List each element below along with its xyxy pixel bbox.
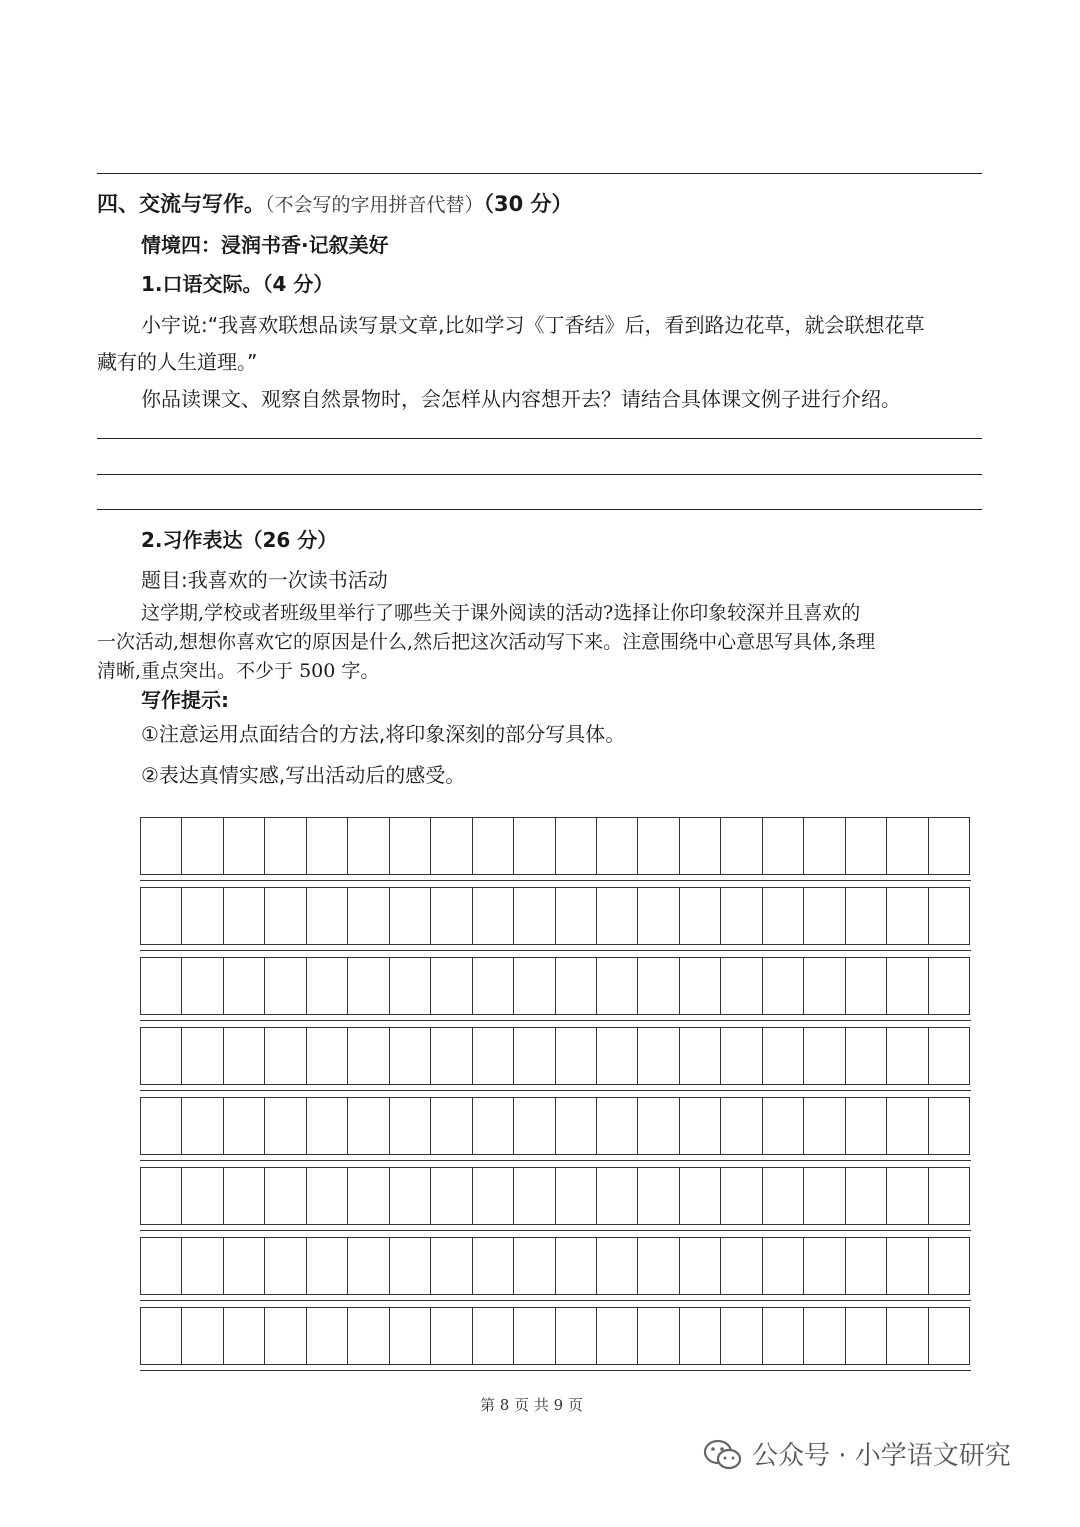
grid-cell[interactable] xyxy=(265,1098,306,1154)
grid-cell[interactable] xyxy=(887,958,928,1014)
grid-cell[interactable] xyxy=(473,1308,514,1364)
grid-cell[interactable] xyxy=(556,958,597,1014)
grid-cell[interactable] xyxy=(804,888,845,944)
grid-cell[interactable] xyxy=(556,1098,597,1154)
grid-cell[interactable] xyxy=(929,1308,969,1364)
grid-cell[interactable] xyxy=(141,818,182,874)
grid-cell[interactable] xyxy=(804,1238,845,1294)
grid-cell[interactable] xyxy=(473,1028,514,1084)
answer-line-2[interactable] xyxy=(97,474,982,475)
grid-cell[interactable] xyxy=(929,1028,969,1084)
grid-cell[interactable] xyxy=(182,1028,223,1084)
grid-cell[interactable] xyxy=(182,888,223,944)
grid-cell[interactable] xyxy=(763,888,804,944)
grid-cell[interactable] xyxy=(514,888,555,944)
grid-cell[interactable] xyxy=(182,1168,223,1224)
answer-line-1[interactable] xyxy=(97,438,982,439)
grid-cell[interactable] xyxy=(638,958,679,1014)
grid-cell[interactable] xyxy=(141,888,182,944)
grid-cell[interactable] xyxy=(307,1238,348,1294)
grid-cell[interactable] xyxy=(431,1168,472,1224)
grid-cell[interactable] xyxy=(597,1308,638,1364)
grid-cell[interactable] xyxy=(348,1168,389,1224)
top-divider xyxy=(97,173,982,174)
grid-cell[interactable] xyxy=(638,1098,679,1154)
grid-cell[interactable] xyxy=(638,1028,679,1084)
grid-cell[interactable] xyxy=(473,958,514,1014)
grid-cell[interactable] xyxy=(887,1168,928,1224)
grid-cell[interactable] xyxy=(141,1098,182,1154)
grid-cell[interactable] xyxy=(887,1308,928,1364)
grid-cell[interactable] xyxy=(348,888,389,944)
grid-cell[interactable] xyxy=(846,1308,887,1364)
grid-cell[interactable] xyxy=(473,1238,514,1294)
grid-cell[interactable] xyxy=(597,1168,638,1224)
grid-cell[interactable] xyxy=(887,1028,928,1084)
q2-para-line2: 一次活动,想想你喜欢它的原因是什么,然后把这次活动写下来。注意围绕中心意思写具体,条理 xyxy=(97,631,876,653)
grid-cell[interactable] xyxy=(929,1168,969,1224)
grid-cell[interactable] xyxy=(224,1308,265,1364)
grid-cell[interactable] xyxy=(638,1168,679,1224)
grid-cell[interactable] xyxy=(307,1098,348,1154)
grid-cell[interactable] xyxy=(265,888,306,944)
grid-row xyxy=(140,1237,970,1295)
grid-cell[interactable] xyxy=(390,818,431,874)
grid-cell[interactable] xyxy=(763,1098,804,1154)
grid-cell[interactable] xyxy=(929,818,969,874)
grid-cell[interactable] xyxy=(929,1238,969,1294)
scenario-title: 情境四：浸润书香·记叙美好 xyxy=(141,233,389,257)
grid-cell[interactable] xyxy=(887,818,928,874)
grid-cell[interactable] xyxy=(846,958,887,1014)
grid-row xyxy=(140,1167,970,1225)
grid-cell[interactable] xyxy=(929,958,969,1014)
grid-cell[interactable] xyxy=(265,958,306,1014)
section-title: 四、交流与写作。 xyxy=(97,192,265,216)
grid-cell[interactable] xyxy=(473,1098,514,1154)
writing-tip-1: ①注意运用点面结合的方法,将印象深刻的部分写具体。 xyxy=(141,722,626,746)
grid-cell[interactable] xyxy=(680,958,721,1014)
grid-cell[interactable] xyxy=(804,958,845,1014)
grid-cell[interactable] xyxy=(431,1238,472,1294)
grid-cell[interactable] xyxy=(721,888,762,944)
grid-cell[interactable] xyxy=(265,1028,306,1084)
grid-cell[interactable] xyxy=(597,1028,638,1084)
grid-cell[interactable] xyxy=(431,818,472,874)
grid-cell[interactable] xyxy=(597,818,638,874)
grid-cell[interactable] xyxy=(721,958,762,1014)
section-score: （30 分） xyxy=(483,192,573,216)
grid-cell[interactable] xyxy=(721,1308,762,1364)
grid-cell[interactable] xyxy=(846,1028,887,1084)
grid-cell[interactable] xyxy=(307,818,348,874)
grid-cell[interactable] xyxy=(182,958,223,1014)
grid-cell[interactable] xyxy=(514,1028,555,1084)
grid-cell[interactable] xyxy=(638,1308,679,1364)
grid-cell[interactable] xyxy=(846,1098,887,1154)
grid-cell[interactable] xyxy=(224,1028,265,1084)
grid-cell[interactable] xyxy=(846,818,887,874)
page-number: 第 8 页 共 9 页 xyxy=(480,1396,583,1414)
grid-cell[interactable] xyxy=(514,1168,555,1224)
grid-cell[interactable] xyxy=(597,958,638,1014)
grid-cell[interactable] xyxy=(141,1238,182,1294)
grid-cell[interactable] xyxy=(348,1238,389,1294)
grid-cell[interactable] xyxy=(763,1028,804,1084)
grid-cell[interactable] xyxy=(307,1168,348,1224)
grid-cell[interactable] xyxy=(556,888,597,944)
grid-cell[interactable] xyxy=(721,1238,762,1294)
grid-cell[interactable] xyxy=(556,1168,597,1224)
grid-cell[interactable] xyxy=(390,958,431,1014)
grid-row xyxy=(140,957,970,1015)
grid-cell[interactable] xyxy=(390,888,431,944)
grid-cell[interactable] xyxy=(846,888,887,944)
grid-cell[interactable] xyxy=(224,1168,265,1224)
grid-cell[interactable] xyxy=(763,958,804,1014)
q2-para-line3: 清晰,重点突出。不少于 500 字。 xyxy=(97,660,380,682)
grid-cell[interactable] xyxy=(556,1028,597,1084)
watermark-text: 公众号 · 小学语文研究 xyxy=(752,1441,1011,1471)
grid-cell[interactable] xyxy=(307,1308,348,1364)
grid-cell[interactable] xyxy=(224,958,265,1014)
grid-cell[interactable] xyxy=(473,1168,514,1224)
grid-cell[interactable] xyxy=(182,1308,223,1364)
grid-cell[interactable] xyxy=(929,888,969,944)
grid-cell[interactable] xyxy=(804,818,845,874)
grid-cell[interactable] xyxy=(514,958,555,1014)
grid-cell[interactable] xyxy=(763,1238,804,1294)
q2-topic: 题目:我喜欢的一次读书活动 xyxy=(141,568,388,592)
grid-cell[interactable] xyxy=(141,1028,182,1084)
grid-cell[interactable] xyxy=(348,1028,389,1084)
grid-cell[interactable] xyxy=(556,1238,597,1294)
grid-cell[interactable] xyxy=(307,958,348,1014)
grid-cell[interactable] xyxy=(141,1168,182,1224)
q1-title: 1.口语交际。（4 分） xyxy=(141,272,334,296)
grid-cell[interactable] xyxy=(846,1238,887,1294)
grid-cell[interactable] xyxy=(680,888,721,944)
q2-para-line1: 这学期,学校或者班级里举行了哪些关于课外阅读的活动?选择让你印象较深并且喜欢的 xyxy=(141,602,861,624)
grid-cell[interactable] xyxy=(514,1098,555,1154)
wechat-icon xyxy=(703,1438,743,1472)
grid-cell[interactable] xyxy=(556,818,597,874)
writing-tips-title: 写作提示: xyxy=(141,688,229,712)
grid-cell[interactable] xyxy=(680,1168,721,1224)
grid-cell[interactable] xyxy=(390,1168,431,1224)
grid-row xyxy=(140,1097,970,1155)
grid-cell[interactable] xyxy=(514,818,555,874)
grid-cell[interactable] xyxy=(721,1168,762,1224)
grid-cell[interactable] xyxy=(680,1308,721,1364)
grid-cell[interactable] xyxy=(473,888,514,944)
grid-cell[interactable] xyxy=(307,888,348,944)
grid-cell[interactable] xyxy=(887,1098,928,1154)
grid-cell[interactable] xyxy=(887,888,928,944)
q1-prompt: 你品读课文、观察自然景物时，会怎样从内容想开去？请结合具体课文例子进行介绍。 xyxy=(141,387,901,411)
section-note: （不会写的字用拼音代替） xyxy=(265,194,484,216)
section-heading xyxy=(97,188,573,218)
grid-cell[interactable] xyxy=(390,1238,431,1294)
grid-cell[interactable] xyxy=(182,1238,223,1294)
grid-cell[interactable] xyxy=(431,1308,472,1364)
grid-cell[interactable] xyxy=(514,1308,555,1364)
grid-cell[interactable] xyxy=(265,1308,306,1364)
grid-row xyxy=(140,1027,970,1085)
grid-cell[interactable] xyxy=(431,1028,472,1084)
grid-cell[interactable] xyxy=(721,1028,762,1084)
grid-row xyxy=(140,887,970,945)
grid-cell[interactable] xyxy=(638,888,679,944)
grid-cell[interactable] xyxy=(348,958,389,1014)
grid-cell[interactable] xyxy=(804,1098,845,1154)
grid-cell[interactable] xyxy=(431,958,472,1014)
q1-text-line1: 小宇说:“我喜欢联想品读写景文章,比如学习《丁香结》后，看到路边花草，就会联想花草 xyxy=(141,313,925,337)
grid-cell[interactable] xyxy=(224,1238,265,1294)
grid-cell[interactable] xyxy=(721,1098,762,1154)
grid-cell[interactable] xyxy=(182,818,223,874)
grid-cell[interactable] xyxy=(804,1028,845,1084)
grid-cell[interactable] xyxy=(680,1098,721,1154)
grid-cell[interactable] xyxy=(597,1238,638,1294)
q2-title: 2.习作表达（26 分） xyxy=(141,528,338,552)
grid-cell[interactable] xyxy=(804,1168,845,1224)
grid-cell[interactable] xyxy=(846,1168,887,1224)
grid-cell[interactable] xyxy=(141,958,182,1014)
grid-cell[interactable] xyxy=(431,1098,472,1154)
grid-cell[interactable] xyxy=(390,1098,431,1154)
writing-tip-2: ②表达真情实感,写出活动后的感受。 xyxy=(141,763,466,787)
grid-cell[interactable] xyxy=(597,888,638,944)
grid-cell[interactable] xyxy=(390,1308,431,1364)
grid-cell[interactable] xyxy=(348,1308,389,1364)
grid-cell[interactable] xyxy=(431,888,472,944)
grid-cell[interactable] xyxy=(680,1028,721,1084)
grid-cell[interactable] xyxy=(514,1238,555,1294)
grid-cell[interactable] xyxy=(680,818,721,874)
grid-cell[interactable] xyxy=(265,1168,306,1224)
grid-cell[interactable] xyxy=(929,1098,969,1154)
grid-cell[interactable] xyxy=(804,1308,845,1364)
grid-cell[interactable] xyxy=(265,1238,306,1294)
composition-grid[interactable] xyxy=(140,817,970,1377)
grid-cell[interactable] xyxy=(680,1238,721,1294)
answer-line-3[interactable] xyxy=(97,509,982,510)
grid-cell[interactable] xyxy=(638,1238,679,1294)
grid-cell[interactable] xyxy=(763,818,804,874)
grid-cell[interactable] xyxy=(348,1098,389,1154)
grid-cell[interactable] xyxy=(307,1028,348,1084)
grid-cell[interactable] xyxy=(348,818,389,874)
grid-cell[interactable] xyxy=(597,1098,638,1154)
grid-row xyxy=(140,817,970,875)
grid-cell[interactable] xyxy=(887,1238,928,1294)
grid-cell[interactable] xyxy=(265,818,306,874)
grid-cell[interactable] xyxy=(224,1098,265,1154)
grid-cell[interactable] xyxy=(556,1308,597,1364)
grid-cell[interactable] xyxy=(721,818,762,874)
grid-cell[interactable] xyxy=(638,818,679,874)
grid-cell[interactable] xyxy=(224,818,265,874)
grid-cell[interactable] xyxy=(141,1308,182,1364)
grid-cell[interactable] xyxy=(763,1308,804,1364)
grid-row xyxy=(140,1307,970,1365)
q1-text-line2: 藏有的人生道理。” xyxy=(97,350,258,374)
grid-cell[interactable] xyxy=(763,1168,804,1224)
grid-cell[interactable] xyxy=(473,818,514,874)
grid-cell[interactable] xyxy=(224,888,265,944)
grid-cell[interactable] xyxy=(390,1028,431,1084)
grid-cell[interactable] xyxy=(182,1098,223,1154)
